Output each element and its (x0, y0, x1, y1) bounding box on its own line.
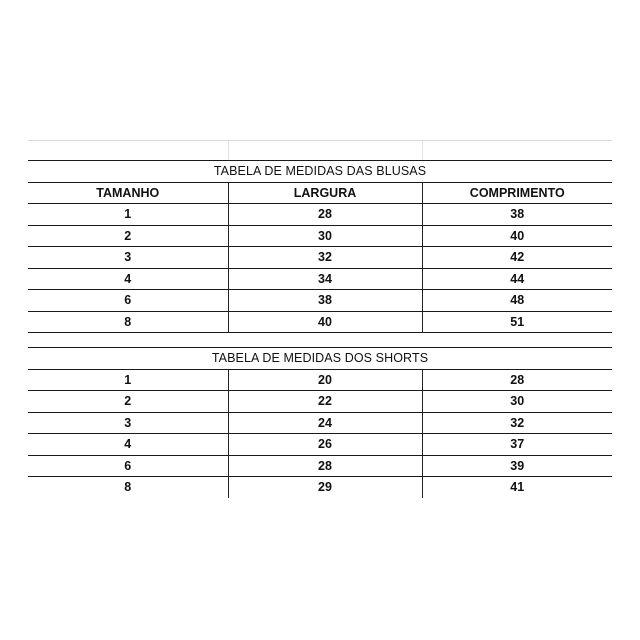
cell-largura: 28 (228, 204, 422, 226)
cell-largura: 30 (228, 225, 422, 247)
blusas-header-row (28, 182, 612, 204)
cell-tamanho: 4 (28, 268, 228, 290)
header-largura: LARGURA (228, 182, 422, 204)
cell-comprimento: 42 (422, 247, 612, 269)
cell-largura: 38 (228, 290, 422, 312)
cell-comprimento: 51 (422, 311, 612, 333)
table-row (28, 369, 612, 391)
cell-comprimento: 32 (422, 412, 612, 434)
table-row (28, 391, 612, 413)
cell-largura: 34 (228, 268, 422, 290)
cell-comprimento: 39 (422, 455, 612, 477)
cell-tamanho: 2 (28, 391, 228, 413)
cell-comprimento: 28 (422, 369, 612, 391)
table-row (28, 225, 612, 247)
cell-comprimento: 44 (422, 268, 612, 290)
table-row (28, 434, 612, 456)
blusas-table-title: TABELA DE MEDIDAS DAS BLUSAS (28, 161, 612, 183)
gridline (228, 141, 229, 161)
cell-tamanho: 6 (28, 455, 228, 477)
cell-comprimento: 48 (422, 290, 612, 312)
cell-largura: 26 (228, 434, 422, 456)
blank-cell (28, 333, 612, 348)
cell-largura: 40 (228, 311, 422, 333)
cell-largura: 22 (228, 391, 422, 413)
table-row (28, 290, 612, 312)
size-chart-sheet (28, 140, 612, 500)
cell-largura: 24 (228, 412, 422, 434)
cell-tamanho: 2 (28, 225, 228, 247)
cell-largura: 32 (228, 247, 422, 269)
cell-largura: 29 (228, 477, 422, 498)
shorts-table-title: TABELA DE MEDIDAS DOS SHORTS (28, 348, 612, 370)
table-row (28, 268, 612, 290)
cell-tamanho: 4 (28, 434, 228, 456)
cell-tamanho: 3 (28, 247, 228, 269)
cell-tamanho: 3 (28, 412, 228, 434)
cell-tamanho: 8 (28, 311, 228, 333)
cell-largura: 28 (228, 455, 422, 477)
header-tamanho: TAMANHO (28, 182, 228, 204)
measurements-table (28, 160, 612, 498)
gridline (422, 141, 423, 161)
table-row (28, 311, 612, 333)
cell-tamanho: 6 (28, 290, 228, 312)
cell-tamanho: 8 (28, 477, 228, 498)
cell-comprimento: 40 (422, 225, 612, 247)
sheet-top-gridlines (28, 140, 612, 161)
table-row (28, 204, 612, 226)
table-row (28, 455, 612, 477)
cell-largura: 20 (228, 369, 422, 391)
table-row (28, 412, 612, 434)
table-row (28, 247, 612, 269)
cell-tamanho: 1 (28, 369, 228, 391)
table-row (28, 477, 612, 498)
blusas-title-row (28, 161, 612, 183)
header-comprimento: COMPRIMENTO (422, 182, 612, 204)
cell-comprimento: 37 (422, 434, 612, 456)
cell-comprimento: 38 (422, 204, 612, 226)
cell-comprimento: 30 (422, 391, 612, 413)
shorts-title-row (28, 348, 612, 370)
cell-comprimento: 41 (510, 480, 525, 495)
blank-row (28, 333, 612, 348)
cell-tamanho: 1 (28, 204, 228, 226)
